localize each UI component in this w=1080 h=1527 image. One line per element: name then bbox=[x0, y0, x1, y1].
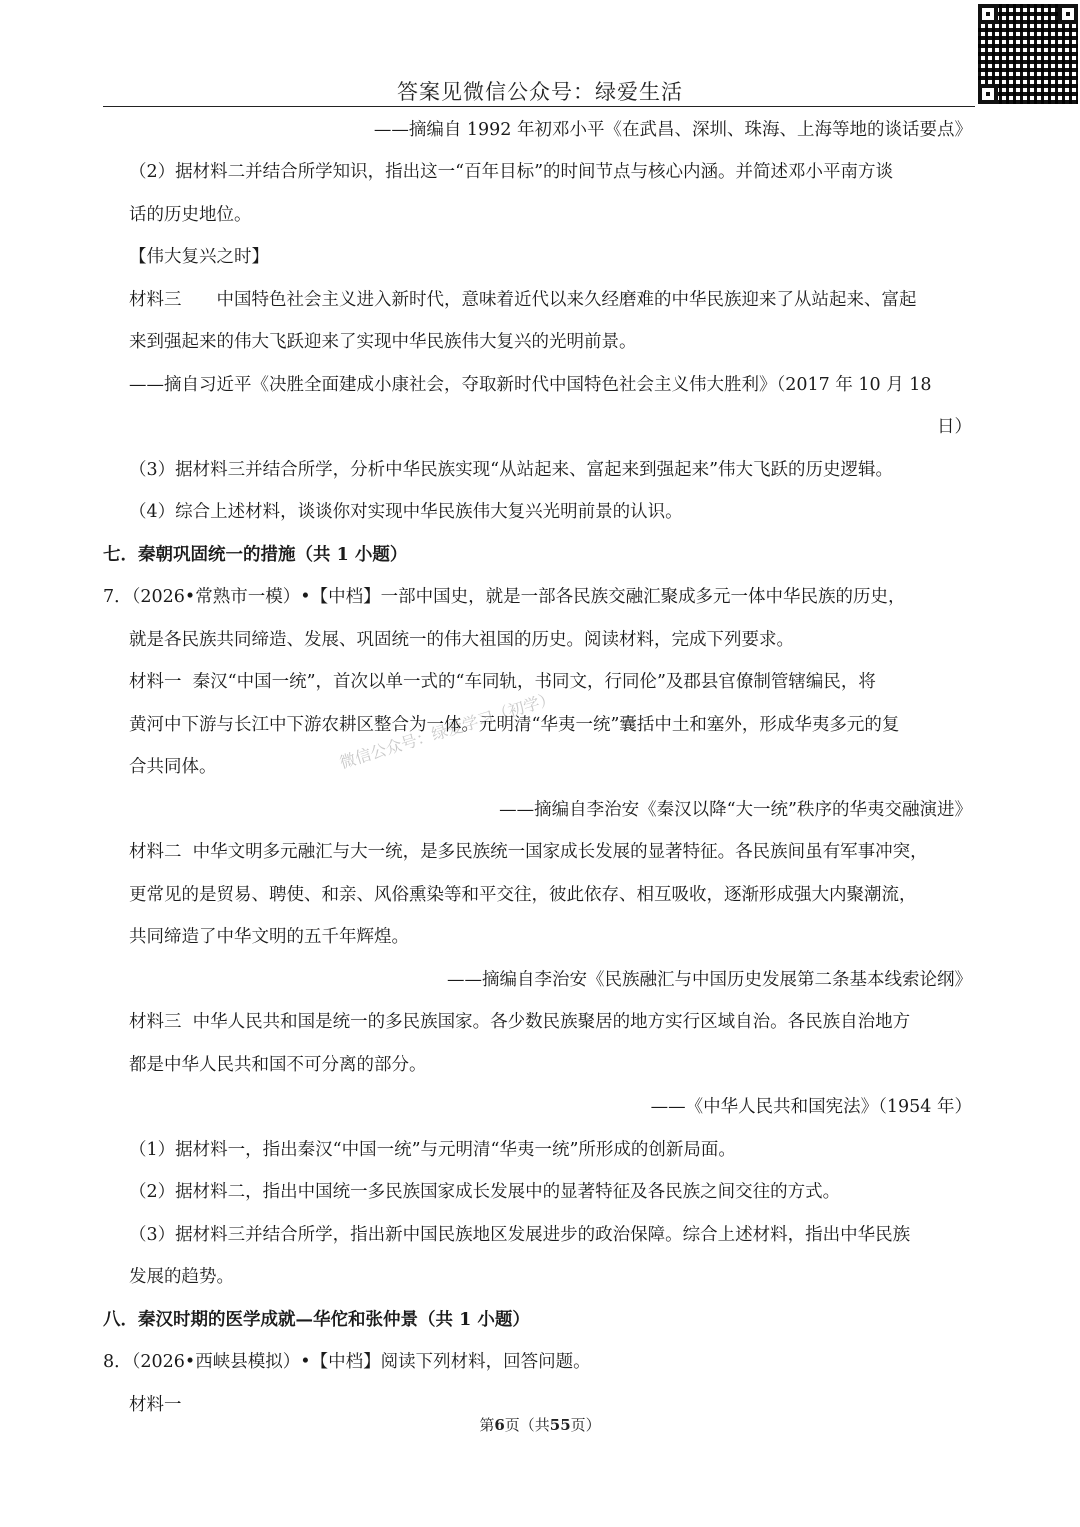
question-line: （2）据材料二，指出中国统一多民族国家成长发展中的显著特征及各民族之间交往的方式。 bbox=[129, 1182, 841, 1202]
footer-mid: 页（共 bbox=[504, 1416, 550, 1434]
material-line: 材料一 bbox=[129, 1395, 182, 1415]
question-line: （2）据材料二并结合所学知识，指出这一“百年目标”的时间节点与核心内涵。并简述邓小平南方谈 bbox=[129, 162, 894, 182]
question-line: 8．（2026•西峡县模拟）•【中档】阅读下列材料，回答问题。 bbox=[103, 1352, 591, 1372]
page-number: 6 bbox=[494, 1416, 505, 1434]
material-line: 更常见的是贸易、聘使、和亲、风俗熏染等和平交往，彼此依存、相互吸收，逐渐形成强大内聚潮流， bbox=[129, 885, 917, 905]
header-divider bbox=[103, 106, 975, 107]
citation-line: ——摘编自 1992 年初邓小平《在武昌、深圳、珠海、上海等地的谈话要点》 bbox=[373, 120, 972, 140]
citation-line: ——摘编自李治安《民族融汇与中国历史发展第二条基本线索论纲》 bbox=[447, 970, 972, 990]
question-line: （1）据材料一，指出秦汉“中国一统”与元明清“华夷一统”所形成的创新局面。 bbox=[129, 1140, 736, 1160]
material-line: 材料三 中国特色社会主义进入新时代，意味着近代以来久经磨难的中华民族迎来了从站起来、富起 bbox=[129, 290, 917, 310]
section-heading: 七．秦朝巩固统一的措施（共 1 小题） bbox=[103, 545, 408, 565]
watermark: 微信公众号：绿爱学习（初学） bbox=[337, 688, 558, 773]
qr-code-icon bbox=[976, 2, 1080, 106]
header-text: 答案见微信公众号：绿爱生活 bbox=[397, 80, 683, 104]
material-line: 都是中华人民共和国不可分离的部分。 bbox=[129, 1055, 427, 1075]
footer-prefix: 第 bbox=[479, 1416, 495, 1434]
question-line: （4）综合上述材料，谈谈你对实现中华民族伟大复兴光明前景的认识。 bbox=[129, 502, 683, 522]
subsection-title: 【伟大复兴之时】 bbox=[129, 247, 269, 267]
material-line: 合共同体。 bbox=[129, 757, 217, 777]
page-total: 55 bbox=[549, 1416, 571, 1434]
question-line: （3）据材料三并结合所学，分析中华民族实现“从站起来、富起来到强起来”伟大飞跃的历史逻辑。 bbox=[129, 460, 894, 480]
question-line: （3）据材料三并结合所学，指出新中国民族地区发展进步的政治保障。综合上述材料，指出中华民族 bbox=[129, 1225, 911, 1245]
citation-line: ——摘编自李治安《秦汉以降“大一统”秩序的华夷交融演进》 bbox=[499, 800, 972, 820]
material-line: 共同缔造了中华文明的五千年辉煌。 bbox=[129, 927, 409, 947]
question-line: 7．（2026•常熟市一模）•【中档】一部中国史，就是一部各民族交融汇聚成多元一体中华民族的历史， bbox=[103, 587, 906, 607]
footer-suffix: 页） bbox=[570, 1416, 601, 1434]
question-line: 话的历史地位。 bbox=[129, 205, 252, 225]
question-line: 发展的趋势。 bbox=[129, 1267, 234, 1287]
material-line: 材料二 中华文明多元融汇与大一统，是多民族统一国家成长发展的显著特征。各民族间虽有军事冲突， bbox=[129, 842, 928, 862]
citation-line: ——摘自习近平《决胜全面建成小康社会，夺取新时代中国特色社会主义伟大胜利》（2017 年 10 月 18 bbox=[129, 375, 932, 395]
material-line: 黄河中下游与长江中下游农耕区整合为一体。元明清“华夷一统”囊括中土和塞外，形成华夷多元的复 bbox=[129, 715, 900, 735]
material-line: 材料三 中华人民共和国是统一的多民族国家。各少数民族聚居的地方实行区域自治。各民族自治地方 bbox=[129, 1012, 911, 1032]
page-header bbox=[0, 0, 1080, 110]
section-heading: 八．秦汉时期的医学成就—华佗和张仲景（共 1 小题） bbox=[103, 1310, 530, 1330]
question-line: 就是各民族共同缔造、发展、巩固统一的伟大祖国的历史。阅读材料，完成下列要求。 bbox=[129, 630, 794, 650]
citation-line: 日） bbox=[937, 417, 972, 437]
material-line: 来到强起来的伟大飞跃迎来了实现中华民族伟大复兴的光明前景。 bbox=[129, 332, 637, 352]
citation-line: ——《中华人民共和国宪法》（1954 年） bbox=[650, 1097, 972, 1117]
page-footer bbox=[0, 1414, 1080, 1435]
material-line: 材料一 秦汉“中国一统”，首次以单一式的“车同轨，书同文，行同伦”及郡县官僚制管辖编民，将 bbox=[129, 672, 876, 692]
